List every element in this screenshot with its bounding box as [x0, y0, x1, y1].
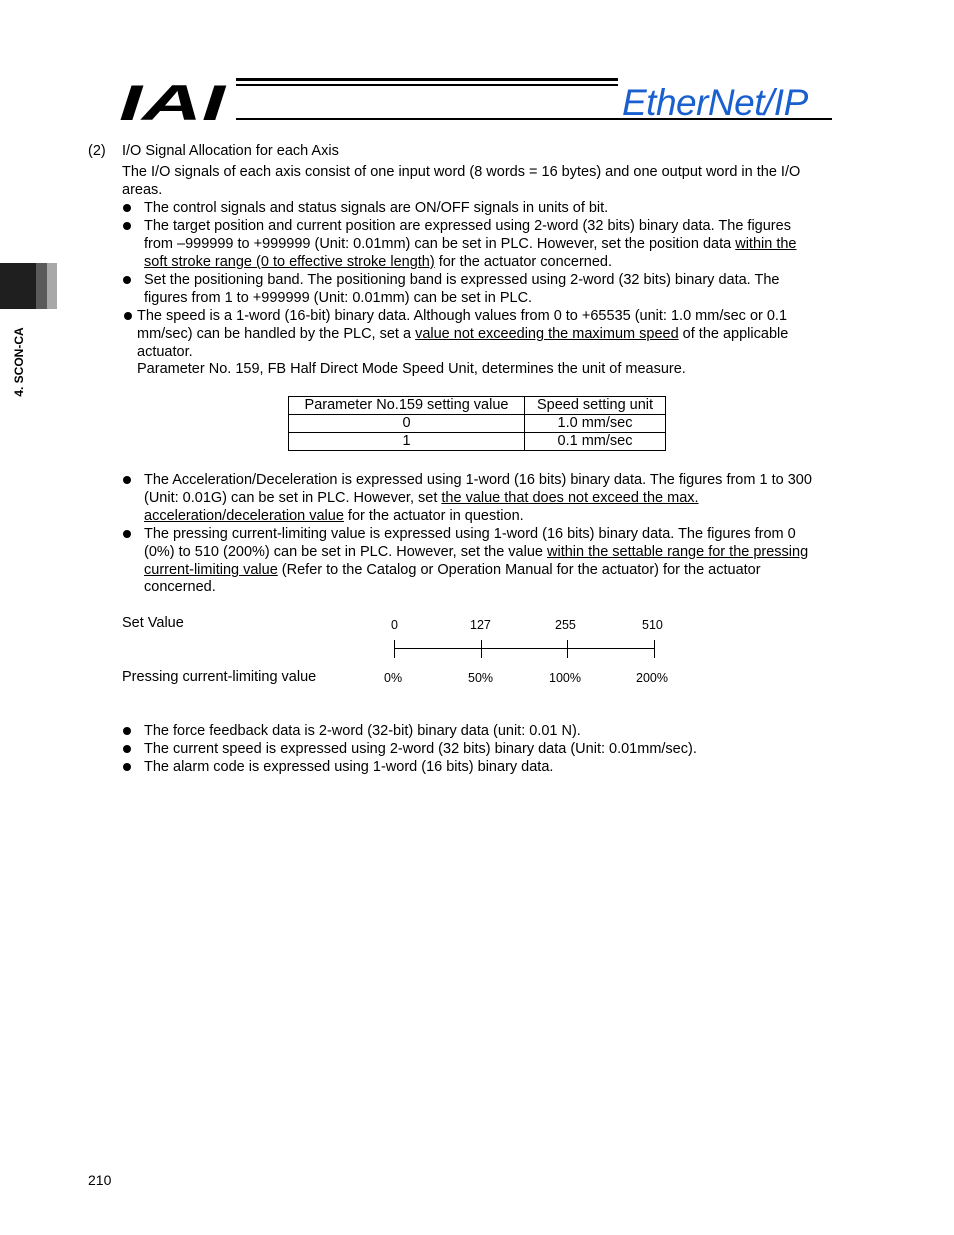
- scale-set-value: 0: [391, 618, 398, 632]
- bullet-dot: [123, 476, 131, 484]
- scale-percent-value: 0%: [384, 671, 403, 685]
- bullet-accel-line-2: (Unit: 0.01G) can be set in PLC. However, set the value that does not exceed the max.: [144, 490, 699, 506]
- table-row: [289, 433, 666, 451]
- bullet-position-line-1: The target position and current position are expressed using 2-word (32 bits) binary data. The figures: [144, 218, 791, 234]
- bullet-accel-line-3: acceleration/deceleration value for the actuator in question.: [144, 508, 524, 524]
- scale-tick: [654, 640, 655, 658]
- underlined-text: within the settable range for the pressing: [547, 544, 809, 560]
- bullet-positioning-band-line-1: Set the positioning band. The positioning band is expressed using 2-word (32 bits) binary data. The: [144, 272, 780, 288]
- bullet-dot: [123, 204, 131, 212]
- underlined-text: soft stroke range (0 to effective stroke length): [144, 254, 435, 270]
- speed-unit-table: [288, 396, 666, 451]
- bullet-speed-line-2: mm/sec) can be handled by the PLC, set a value not exceeding the maximum speed of the applicable: [137, 326, 789, 342]
- bullet-speed-line-1: The speed is a 1-word (16-bit) binary data. Although values from 0 to +65535 (unit: 1.0 mm/sec or 0.1: [137, 308, 788, 324]
- table-cell: 1.0 mm/sec: [525, 415, 666, 433]
- side-tab-dark: [0, 263, 36, 309]
- table-header-cell: Parameter No.159 setting value: [289, 397, 525, 415]
- underlined-text: current-limiting value: [144, 562, 278, 578]
- bullet-dot: [123, 727, 131, 735]
- bullet-pressing-line-2: (0%) to 510 (200%) can be set in PLC. However, set the value within the settable range for the pressing: [144, 544, 809, 560]
- side-tab-mid: [36, 263, 47, 309]
- iai-logo-text: IAI: [119, 80, 227, 122]
- intro-line-1: The I/O signals of each axis consist of one input word (8 words = 16 bytes) and one output word in the I/O: [122, 164, 801, 180]
- header-rule-top-thin: [236, 84, 618, 86]
- bullet-accel-line-1: The Acceleration/Deceleration is expressed using 1-word (16 bits) binary data. The figures from 1 to 300: [144, 472, 812, 488]
- underlined-text: within the: [735, 236, 797, 252]
- underlined-text: acceleration/deceleration value: [144, 508, 344, 524]
- scale-percent-value: 100%: [549, 671, 581, 685]
- bullet-control-signals: The control signals and status signals are ON/OFF signals in units of bit.: [144, 200, 609, 216]
- intro-line-2: areas.: [122, 182, 163, 198]
- table-row: [289, 415, 666, 433]
- scale-percent-value: 50%: [468, 671, 494, 685]
- side-tab-light: [47, 263, 57, 309]
- table-header-cell: Speed setting unit: [525, 397, 666, 415]
- bullet-dot: [123, 222, 131, 230]
- scale-line: [394, 648, 655, 649]
- header-rule-top: [236, 78, 618, 81]
- scale-set-value: 510: [642, 618, 663, 632]
- scale-tick: [394, 640, 395, 658]
- scale-percent-value: 200%: [636, 671, 668, 685]
- bullet-dot: [123, 745, 131, 753]
- scale-tick: [567, 640, 568, 658]
- bullet-speed-line-3: actuator.: [137, 344, 193, 360]
- chapter-side-label: 4. SCON-CA: [12, 327, 26, 397]
- table-cell: 0: [289, 415, 525, 433]
- table-cell: 0.1 mm/sec: [525, 433, 666, 451]
- bullet-pressing-line-4: concerned.: [144, 579, 216, 595]
- pressing-value-label: Pressing current-limiting value: [122, 669, 317, 685]
- underlined-text: the value that does not exceed the max.: [441, 490, 699, 506]
- page-number: 210: [88, 1172, 112, 1188]
- bullet-pressing-line-3: current-limiting value (Refer to the Catalog or Operation Manual for the actuator) for the actuator: [144, 562, 761, 578]
- bullet-alarm-code: The alarm code is expressed using 1-word (16 bits) binary data.: [144, 759, 554, 775]
- scale-tick: [481, 640, 482, 658]
- section-heading: I/O Signal Allocation for each Axis: [122, 143, 339, 159]
- bullet-position-line-3: soft stroke range (0 to effective stroke length) for the actuator concerned.: [144, 254, 613, 270]
- bullet-pressing-line-1: The pressing current-limiting value is expressed using 1-word (16 bits) binary data. The figures from 0: [144, 526, 796, 542]
- underlined-text: value not exceeding the maximum speed: [415, 326, 679, 342]
- bullet-current-speed: The current speed is expressed using 2-word (32 bits) binary data (Unit: 0.01mm/sec).: [144, 741, 697, 757]
- set-value-label: Set Value: [122, 615, 184, 631]
- bullet-dot: [124, 312, 132, 320]
- scale-set-value: 127: [470, 618, 491, 632]
- bullet-force-feedback: The force feedback data is 2-word (32-bit) binary data (unit: 0.01 N).: [144, 723, 581, 739]
- scale-set-value: 255: [555, 618, 576, 632]
- iai-logo: [119, 80, 227, 122]
- bullet-dot: [123, 276, 131, 284]
- bullet-dot: [123, 530, 131, 538]
- bullet-positioning-band-line-2: figures from 1 to +999999 (Unit: 0.01mm) can be set in PLC.: [144, 290, 533, 306]
- section-number: (2): [88, 143, 106, 159]
- table-header-row: [289, 397, 666, 415]
- bullet-speed-line-4: Parameter No. 159, FB Half Direct Mode Speed Unit, determines the unit of measure.: [137, 361, 686, 377]
- table-cell: 1: [289, 433, 525, 451]
- bullet-position-line-2: from –999999 to +999999 (Unit: 0.01mm) can be set in PLC. However, set the position data within the: [144, 236, 797, 252]
- bullet-dot: [123, 763, 131, 771]
- ethernet-ip-title: EtherNet/IP: [622, 82, 808, 123]
